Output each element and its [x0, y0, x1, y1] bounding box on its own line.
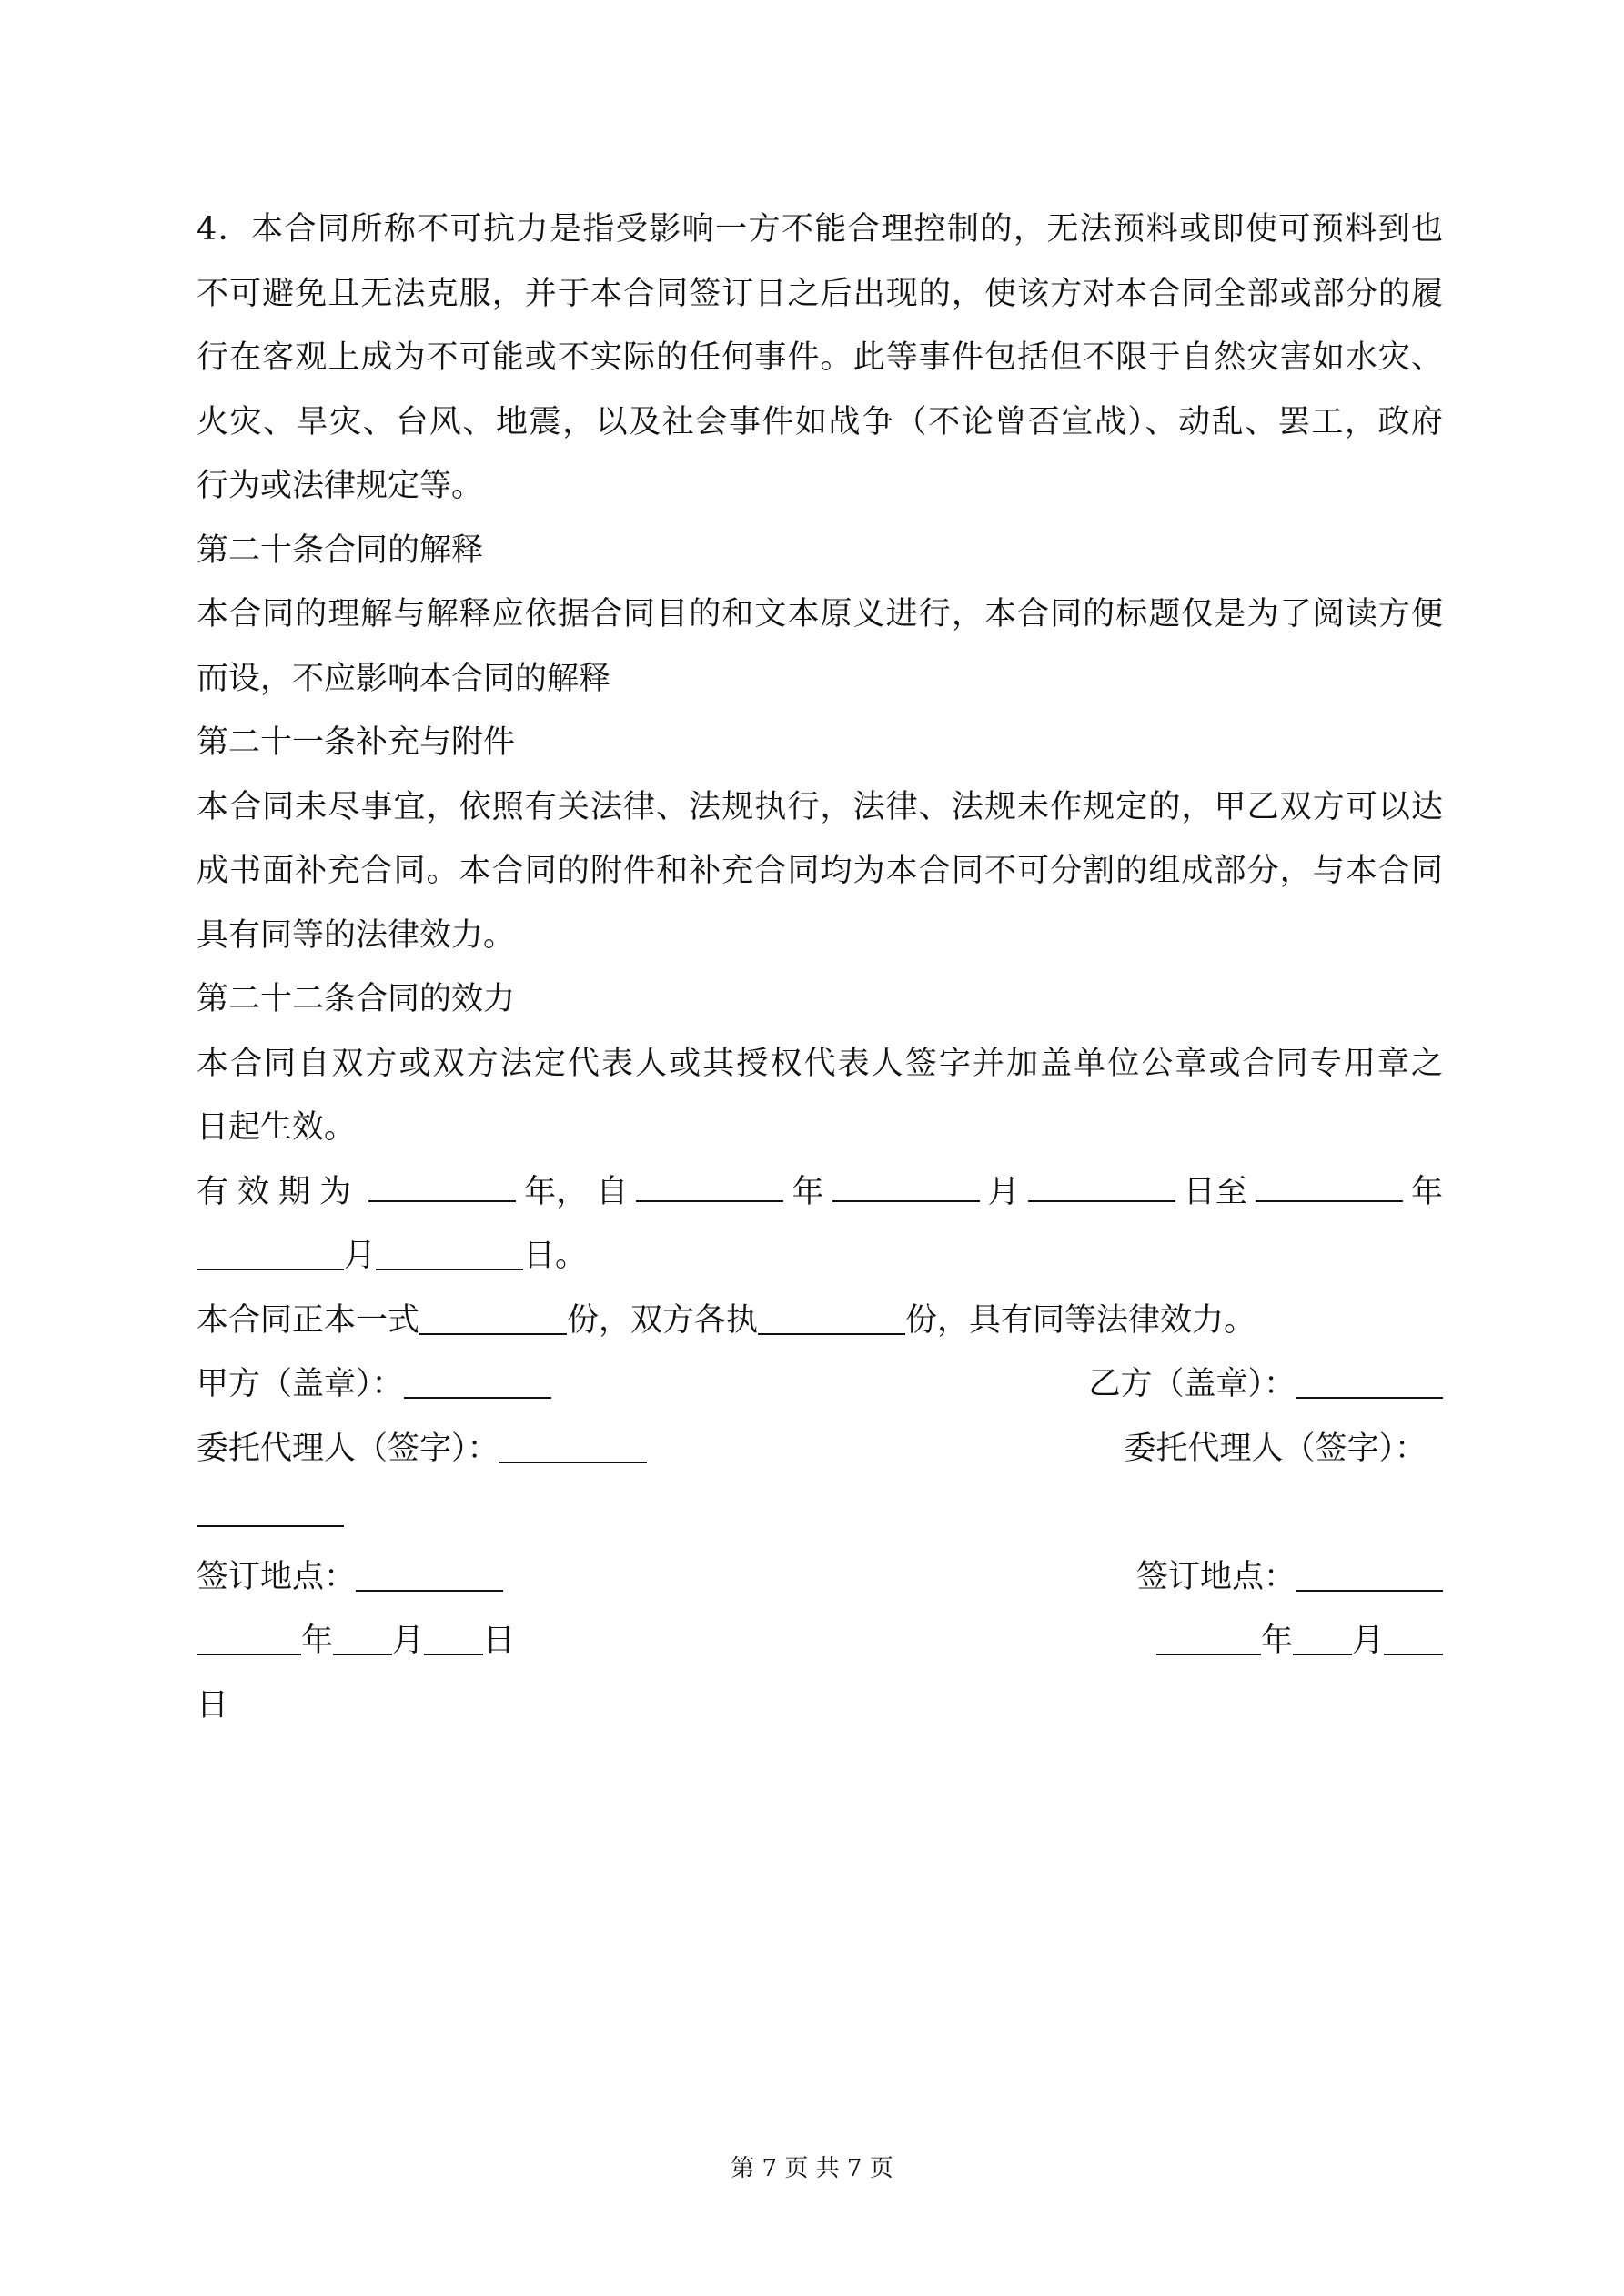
- day-field[interactable]: [424, 1622, 483, 1655]
- text-line: 4．本合同所称不可抗力是指受影响一方不能合理控制的，无法预料或即使可预料到也: [197, 211, 1443, 248]
- place-b-field[interactable]: [1296, 1558, 1443, 1592]
- text-line: 而设，不应影响本合同的解释: [197, 660, 611, 697]
- label: 年，: [524, 1173, 589, 1210]
- validity-line: [197, 1160, 1443, 1225]
- text-line: 成书面补充合同。本合同的附件和补充合同均为本合同不可分割的组成部分，与本合同: [197, 853, 1443, 889]
- text-line: 本合同未尽事宜，依照有关法律、法规执行，法律、法规未作规定的，甲乙双方可以达: [197, 788, 1443, 825]
- text-line: 日起生效。: [197, 1109, 357, 1146]
- text-line: 本合同的理解与解释应依据合同目的和文本原义进行，本合同的标题仅是为了阅读方便: [197, 596, 1443, 632]
- blank-field[interactable]: [197, 1237, 344, 1270]
- label: 月: [1351, 1623, 1384, 1659]
- agent-a-label: 委托代理人（签字）：: [197, 1430, 499, 1467]
- text-line: 火灾、旱灾、台风、地震，以及社会事件如战争（不论曾否宣战）、动乱、罢工，政府: [197, 403, 1443, 440]
- page-footer: 第 7 页 共 7 页: [731, 2155, 893, 2182]
- label: 月: [987, 1173, 1020, 1210]
- month-field[interactable]: [333, 1622, 392, 1655]
- document-body: [197, 197, 1443, 1737]
- blank-field[interactable]: [376, 1237, 523, 1270]
- agent-b-label: 委托代理人（签字）：: [1124, 1430, 1427, 1467]
- label: 份，双方各执: [567, 1301, 759, 1339]
- label: 本合同正本一式: [197, 1301, 420, 1339]
- label: 年: [301, 1623, 334, 1659]
- blank-field[interactable]: [368, 1168, 516, 1202]
- label: 月: [344, 1238, 377, 1274]
- blank-field[interactable]: [1256, 1168, 1403, 1202]
- agent-a-field[interactable]: [499, 1430, 647, 1463]
- agent-b-field[interactable]: [197, 1493, 344, 1527]
- blank-field[interactable]: [1028, 1168, 1175, 1202]
- label: 日: [483, 1623, 516, 1659]
- party-b-label: 乙方（盖章）：: [1088, 1366, 1296, 1402]
- blank-field[interactable]: [832, 1168, 980, 1202]
- date-row: [197, 1609, 1443, 1674]
- blank-field[interactable]: [419, 1301, 567, 1335]
- clause-title: 第二十条合同的解释: [197, 531, 484, 569]
- date-day-line: 日: [197, 1686, 229, 1724]
- blank-field[interactable]: [758, 1301, 905, 1335]
- label: 年: [792, 1173, 824, 1210]
- party-a-seal-field[interactable]: [404, 1365, 551, 1399]
- month-field[interactable]: [1293, 1622, 1352, 1655]
- label: 日。: [523, 1238, 588, 1274]
- place-a-label: 签订地点：: [197, 1558, 357, 1595]
- clause-title: 第二十一条补充与附件: [197, 724, 516, 761]
- place-a-field[interactable]: [356, 1558, 503, 1592]
- text-line: 本合同自双方或双方法定代表人或其授权代表人签字并加盖单位公章或合同专用章之: [197, 1045, 1443, 1082]
- agent-row: [197, 1417, 1443, 1482]
- party-a-label: 甲方（盖章）：: [197, 1366, 404, 1402]
- label: 日至: [1183, 1173, 1247, 1210]
- text-line: 行为或法律规定等。: [197, 468, 484, 504]
- label: 月: [392, 1623, 425, 1659]
- year-field[interactable]: [197, 1622, 301, 1655]
- label: 份，具有同等法律效力。: [905, 1301, 1256, 1339]
- party-b-seal-field[interactable]: [1296, 1365, 1443, 1399]
- validity-line-2: [197, 1224, 1443, 1289]
- label: 年: [1410, 1173, 1443, 1210]
- validity-prefix: 有效期为: [197, 1173, 361, 1210]
- day-field[interactable]: [1384, 1622, 1443, 1655]
- place-b-label: 签订地点：: [1135, 1558, 1296, 1595]
- copies-line: [197, 1289, 1443, 1353]
- party-seal-row: [197, 1352, 1443, 1417]
- place-row: [197, 1545, 1443, 1610]
- agent-b-line: [197, 1481, 1443, 1545]
- blank-field[interactable]: [636, 1168, 783, 1202]
- clause-title: 第二十二条合同的效力: [197, 981, 516, 1017]
- text-line: 具有同等的法律效力。: [197, 916, 516, 954]
- year-field[interactable]: [1156, 1622, 1261, 1655]
- text-line: 行在客观上成为不可能或不实际的任何事件。此等事件包括但不限于自然灾害如水灾、: [197, 339, 1443, 376]
- label: 自: [596, 1173, 629, 1210]
- text-line: 不可避免且无法克服，并于本合同签订日之后出现的，使该方对本合同全部或部分的履: [197, 275, 1443, 312]
- label: 年: [1260, 1623, 1293, 1659]
